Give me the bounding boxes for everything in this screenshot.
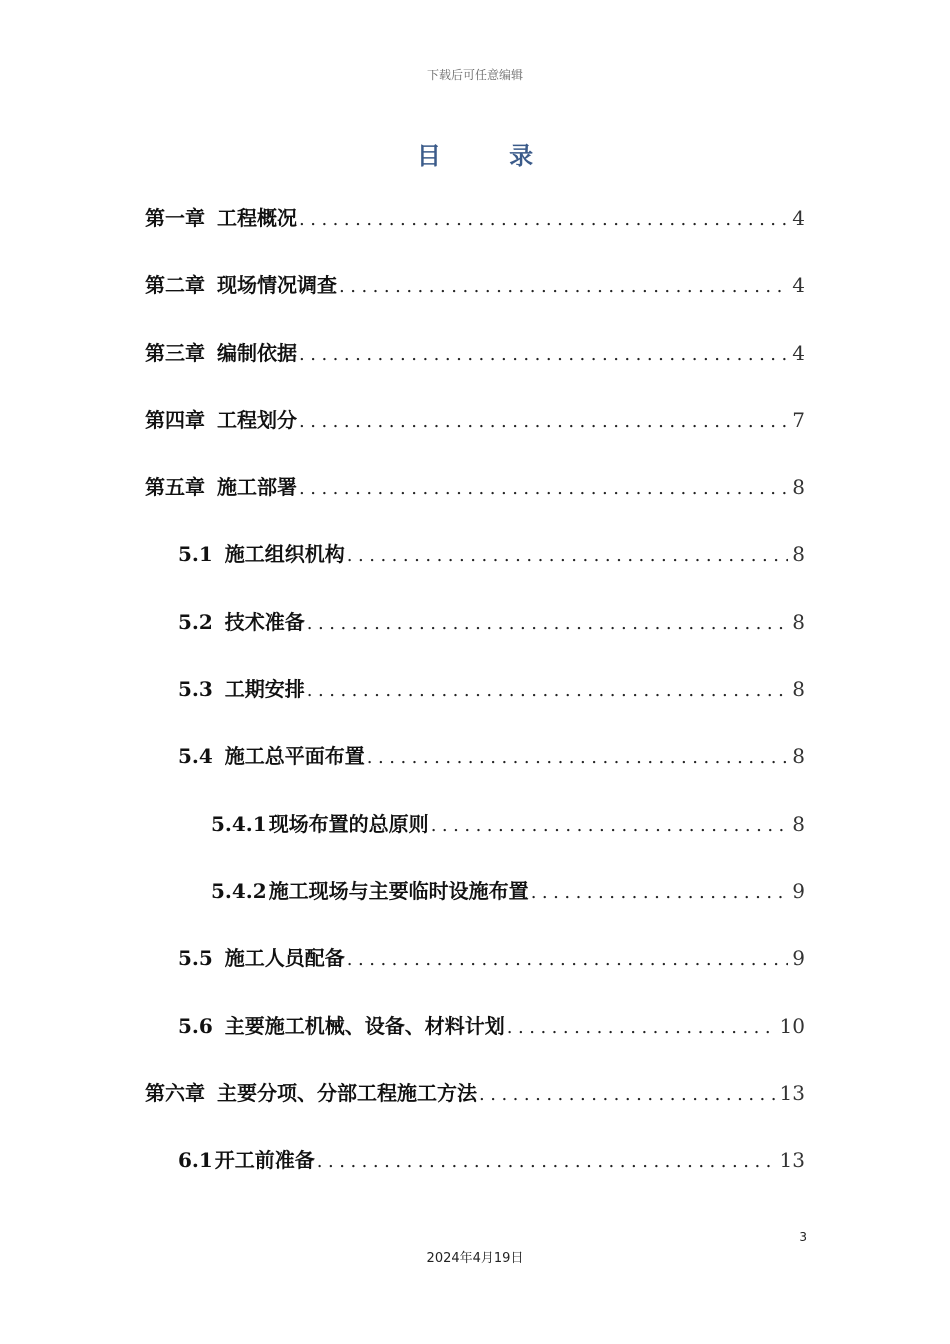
toc-entry[interactable] [145,464,805,531]
toc-entry-number: 第五章 [145,475,205,500]
toc-entry[interactable] [145,195,805,262]
toc-entry[interactable] [145,330,805,397]
toc-entry-title: 施工部署 [217,475,297,500]
toc-entry-page: 4 [792,273,805,298]
toc-entry-number: 5.2 [178,609,213,634]
toc-entry-number: 第四章 [145,407,205,432]
dot-leader [367,735,788,781]
toc-entry-number: 6.1 [178,1148,213,1173]
dot-leader [479,1072,776,1118]
header-note: 下载后可任意编辑 [426,68,523,82]
dot-leader [431,803,789,849]
toc-entry[interactable] [145,733,805,800]
toc-entry-number: 第三章 [145,340,205,365]
toc-entry[interactable] [145,868,805,935]
toc-entry-title: 施工总平面布置 [224,744,365,769]
dot-leader [299,399,788,445]
toc-entry-title: 现场情况调查 [217,273,337,298]
toc-entry-title: 开工前准备 [214,1148,315,1173]
toc-entry-page: 9 [792,946,805,971]
footer-date: 2024年4月19日 [426,1251,524,1266]
toc-entry[interactable] [145,666,805,733]
dot-leader [299,332,788,378]
table-of-contents [145,195,805,1204]
toc-entry-page: 7 [792,407,805,432]
dot-leader [307,601,788,647]
dot-leader [507,1005,776,1051]
toc-entry-title: 施工现场与主要临时设施布置 [268,878,529,903]
toc-entry-page: 13 [779,1148,805,1173]
toc-entry-page: 13 [779,1080,805,1105]
toc-entry[interactable] [145,935,805,1002]
toc-entry-title: 施工人员配备 [224,946,345,971]
toc-entry[interactable] [145,801,805,868]
toc-entry-page: 8 [792,475,805,500]
toc-entry-number: 5.1 [178,542,213,567]
toc-entry-title: 编制依据 [217,340,297,365]
page-number: 3 [799,1230,807,1244]
toc-entry-page: 4 [792,206,805,230]
dot-leader [347,937,788,983]
toc-entry[interactable] [145,1003,805,1070]
toc-entry-title: 工程概况 [217,206,297,230]
toc-entry-title: 施工组织机构 [224,542,345,567]
dot-leader [307,668,788,714]
toc-entry-page: 8 [792,542,805,567]
toc-title: 目 录 [416,141,564,170]
toc-entry[interactable] [145,1070,805,1137]
toc-entry[interactable] [145,397,805,464]
dot-leader [347,533,788,579]
dot-leader [317,1139,776,1185]
toc-entry-page: 4 [792,340,805,365]
toc-entry-title: 主要分项、分部工程施工方法 [217,1080,477,1105]
dot-leader [299,197,788,243]
toc-entry-number: 第六章 [145,1080,205,1105]
toc-entry-number: 5.4 [178,744,213,769]
toc-entry-title: 主要施工机械、设备、材料计划 [224,1013,505,1038]
toc-entry-number: 5.6 [178,1013,213,1038]
toc-entry-number: 第一章 [145,206,205,230]
toc-entry-number: 5.5 [178,946,213,971]
toc-entry-number: 5.4.2 [211,878,267,903]
toc-entry-page: 9 [792,878,805,903]
toc-entry-page: 8 [792,609,805,634]
toc-entry[interactable] [145,262,805,329]
toc-entry-number: 第二章 [145,273,205,298]
toc-entry-title: 工期安排 [224,677,305,702]
toc-entry[interactable] [145,599,805,666]
toc-entry-number: 5.3 [178,677,213,702]
toc-entry[interactable] [145,1137,805,1204]
toc-entry-title: 工程划分 [217,407,297,432]
toc-entry[interactable] [145,531,805,598]
dot-leader [299,466,788,512]
toc-entry-page: 8 [792,811,805,836]
toc-entry-number: 5.4.1 [211,811,267,836]
toc-entry-title: 现场布置的总原则 [268,811,429,836]
dot-leader [339,264,788,310]
toc-entry-page: 8 [792,744,805,769]
toc-entry-page: 10 [779,1013,805,1038]
toc-entry-page: 8 [792,677,805,702]
toc-entry-title: 技术准备 [224,609,305,634]
dot-leader [531,870,789,916]
